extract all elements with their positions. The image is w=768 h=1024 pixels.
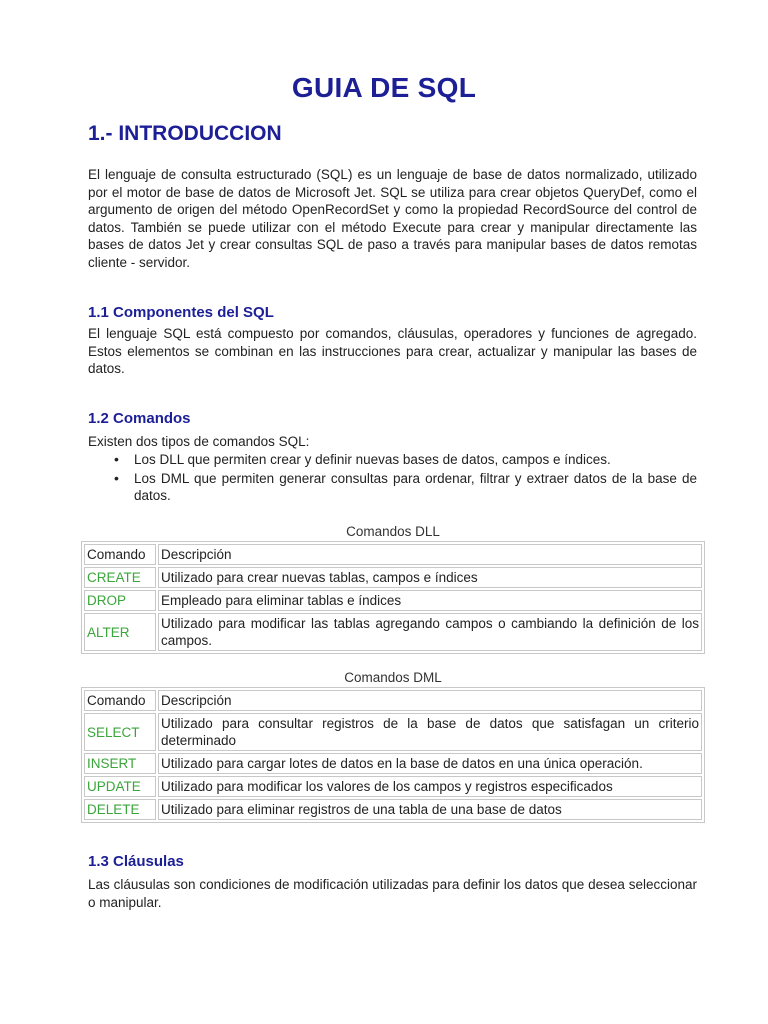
- table-row: [84, 613, 702, 651]
- list-item: • Los DLL que permiten crear y definir nuevas bases de datos, campos e índices.: [134, 451, 697, 469]
- table-row: [84, 776, 702, 797]
- table-dll-caption: Comandos DLL: [346, 524, 440, 539]
- section-comandos-heading: 1.2 Comandos: [88, 410, 191, 427]
- section-comandos-intro: Existen dos tipos de comandos SQL:: [88, 434, 310, 449]
- table-dml: [81, 687, 705, 823]
- section-clausulas-paragraph: Las cláusulas son condiciones de modificación utilizadas para definir los datos que desea seleccionar o manipular.: [88, 877, 697, 910]
- command-cell: ALTER: [84, 613, 156, 651]
- table-dll: [81, 541, 705, 654]
- command-cell: DELETE: [84, 799, 156, 820]
- description-cell: Utilizado para modificar las tablas agregando campos o cambiando la definición de los campos.: [158, 613, 702, 651]
- section-componentes-paragraph: El lenguaje SQL está compuesto por comandos, cláusulas, operadores y funciones de agregado. Estos elementos se combinan en las instrucciones para crear, actualizar y manipular las bases de datos.: [88, 326, 697, 376]
- section-introduccion-paragraph: El lenguaje de consulta estructurado (SQL) es un lenguaje de base de datos normalizado, utilizado por el motor de base de datos de Microsoft Jet. SQL se utiliza para crear objetos QueryDef, como el argumento de origen del método OpenRecordSet y como la propiedad RecordSource del control de datos. También se puede utilizar con el método Execute para crear y manipular directamente las bases de datos Jet y crear consultas SQL de paso a través para manipular bases de datos remotas cliente - servidor.: [88, 167, 697, 270]
- command-types-list: [88, 451, 697, 506]
- command-cell: CREATE: [84, 567, 156, 588]
- table-row: [84, 799, 702, 820]
- description-cell: Utilizado para consultar registros de la base de datos que satisfagan un criterio determinado: [158, 713, 702, 751]
- header-cell-comando: Comando: [84, 690, 156, 711]
- table-row: [84, 753, 702, 774]
- description-cell: Empleado para eliminar tablas e índices: [158, 590, 702, 611]
- table-header-row: [84, 544, 702, 565]
- table-row: [84, 590, 702, 611]
- table-row: [84, 713, 702, 751]
- list-item: • Los DML que permiten generar consultas para ordenar, filtrar y extraer datos de la base de datos.: [134, 470, 697, 505]
- table-header-row: [84, 690, 702, 711]
- command-cell: INSERT: [84, 753, 156, 774]
- table-row: [84, 567, 702, 588]
- description-cell: Utilizado para eliminar registros de una tabla de una base de datos: [158, 799, 702, 820]
- description-cell: Utilizado para cargar lotes de datos en la base de datos en una única operación.: [158, 753, 702, 774]
- command-cell: DROP: [84, 590, 156, 611]
- header-cell-comando: Comando: [84, 544, 156, 565]
- section-introduccion-heading: 1.- INTRODUCCION: [88, 122, 282, 145]
- section-componentes-heading: 1.1 Componentes del SQL: [88, 304, 274, 321]
- header-cell-descripcion: Descripción: [158, 544, 702, 565]
- section-clausulas-heading: 1.3 Cláusulas: [88, 853, 184, 870]
- document-title: GUIA DE SQL: [291, 72, 477, 103]
- description-cell: Utilizado para modificar los valores de los campos y registros especificados: [158, 776, 702, 797]
- table-dml-caption: Comandos DML: [344, 670, 442, 685]
- command-cell: UPDATE: [84, 776, 156, 797]
- command-cell: SELECT: [84, 713, 156, 751]
- header-cell-descripcion: Descripción: [158, 690, 702, 711]
- description-cell: Utilizado para crear nuevas tablas, campos e índices: [158, 567, 702, 588]
